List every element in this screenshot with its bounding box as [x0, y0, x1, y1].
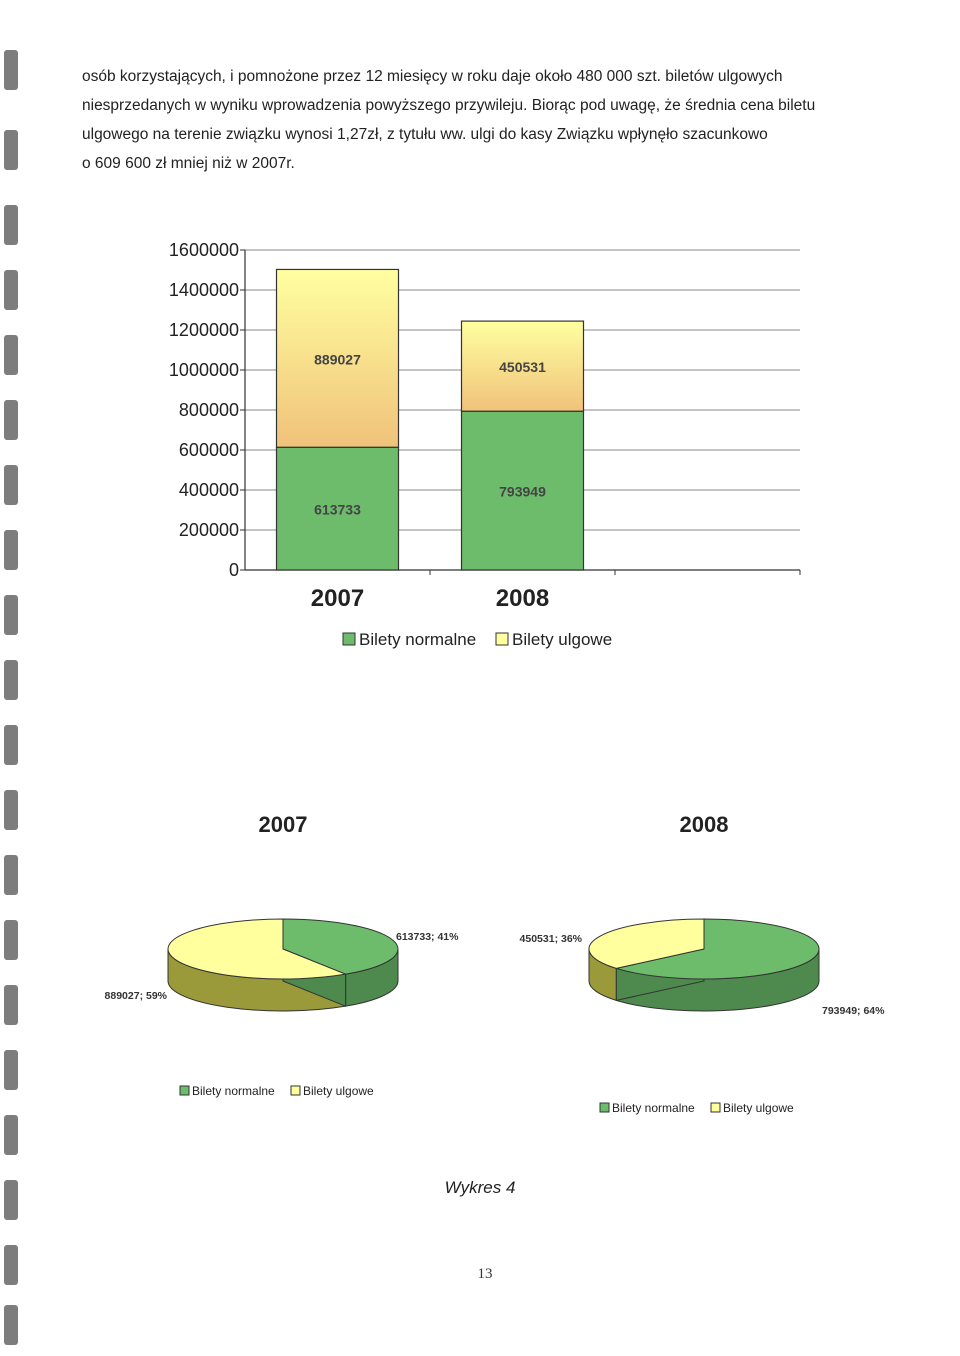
y-tick-label: 1200000: [168, 320, 239, 340]
figure-caption: Wykres 4: [444, 1178, 516, 1197]
binder-mark: [4, 985, 18, 1025]
pie-data-label: 613733; 41%: [396, 931, 459, 943]
binder-mark: [4, 1050, 18, 1090]
pie-data-label: 889027; 59%: [104, 990, 167, 1002]
data-label-ulgowe: 450531: [499, 359, 546, 376]
stacked-bar-chart: [150, 230, 830, 670]
legend-label-ulgowe: Bilety ulgowe: [512, 630, 613, 649]
legend-label-normalne: Bilety normalne: [612, 1101, 695, 1115]
pie-data-label: 450531; 36%: [519, 933, 582, 945]
y-tick-label: 0: [228, 560, 239, 580]
binder-mark: [4, 205, 18, 245]
legend-swatch-normalne: [600, 1103, 609, 1112]
binder-mark: [4, 50, 18, 90]
body-paragraph: [82, 62, 888, 178]
legend-label-ulgowe: Bilety ulgowe: [723, 1101, 794, 1115]
paragraph-line: ulgowego na terenie związku wynosi 1,27zł, z tytułu ww. ulgi do kasy Związku wpłynęło szacunkowo: [82, 126, 768, 143]
y-tick-label: 600000: [178, 440, 239, 460]
y-tick-label: 1400000: [168, 280, 239, 300]
binder-mark: [4, 530, 18, 570]
legend-swatch-ulgowe: [291, 1086, 300, 1095]
x-category-label: 2007: [310, 585, 365, 612]
binder-mark: [4, 790, 18, 830]
binder-mark: [4, 920, 18, 960]
page-number: 13: [477, 1266, 493, 1282]
binder-mark: [4, 335, 18, 375]
binder-mark: [4, 660, 18, 700]
data-label-normalne: 793949: [499, 483, 546, 500]
legend-swatch-ulgowe: [496, 633, 508, 645]
paragraph-line: osób korzystających, i pomnożone przez 12 miesięcy w roku daje około 480 000 szt. biletów ulgowych: [82, 68, 783, 85]
paragraph-line: o 609 600 zł mniej niż w 2007r.: [82, 155, 295, 172]
pie-title: 2007: [258, 812, 308, 837]
legend-swatch-ulgowe: [711, 1103, 720, 1112]
binder-mark: [4, 130, 18, 170]
legend-label-normalne: Bilety normalne: [192, 1084, 275, 1098]
data-label-ulgowe: 889027: [314, 351, 361, 368]
pie-charts: [70, 800, 920, 1130]
y-tick-label: 200000: [178, 520, 239, 540]
binder-mark: [4, 595, 18, 635]
legend-swatch-normalne: [180, 1086, 189, 1095]
binder-mark: [4, 1115, 18, 1155]
y-tick-label: 1000000: [168, 360, 239, 380]
binder-mark: [4, 465, 18, 505]
legend-swatch-normalne: [343, 633, 355, 645]
legend-label-normalne: Bilety normalne: [359, 630, 477, 649]
legend-label-ulgowe: Bilety ulgowe: [303, 1084, 374, 1098]
binder-mark: [4, 725, 18, 765]
y-tick-label: 1600000: [168, 240, 239, 260]
paragraph-line: niesprzedanych w wyniku wprowadzenia powyższego przywileju. Biorąc pod uwagę, że średnia cena biletu: [82, 97, 816, 114]
pie-data-label: 793949; 64%: [822, 1005, 885, 1017]
y-tick-label: 400000: [178, 480, 239, 500]
binder-mark: [4, 270, 18, 310]
binder-mark: [4, 400, 18, 440]
x-category-label: 2008: [495, 585, 550, 612]
pie-title: 2008: [679, 812, 729, 837]
binder-mark: [4, 855, 18, 895]
binder-mark: [4, 1305, 18, 1345]
y-tick-label: 800000: [178, 400, 239, 420]
data-label-normalne: 613733: [314, 501, 361, 518]
